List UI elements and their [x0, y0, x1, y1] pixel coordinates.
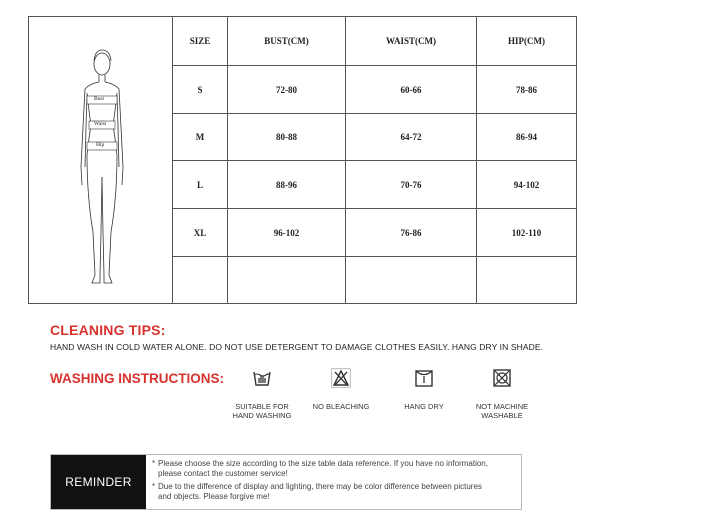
hip-cell: 102-110 — [511, 227, 542, 238]
table-row — [173, 161, 576, 209]
body-measurement-figure — [29, 17, 173, 303]
hip-cell: 94-102 — [513, 179, 540, 190]
bust-label: Bust — [94, 96, 105, 102]
hip-cell: 86-94 — [516, 132, 537, 142]
hand-wash-icon — [252, 368, 272, 388]
no-machine-wash-icon — [492, 368, 512, 388]
header-size: SIZE — [173, 17, 228, 65]
hip-label: Hip — [96, 142, 105, 148]
bust-cell: 72-80 — [228, 66, 346, 113]
cleaning-tips-text: HAND WASH IN COLD WATER ALONE. DO NOT USE DETERGENT TO DAMAGE CLOTHES EASILY. HANG DRY IN SHADE. — [50, 342, 544, 352]
size-cell: M — [173, 114, 228, 160]
hip-cell: 78-86 — [516, 84, 537, 95]
header-bust: BUST(CM) — [228, 17, 346, 65]
size-cell: L — [173, 161, 228, 208]
care-label-no-machine-wash: NOT MACHINE WASHABLE — [475, 402, 529, 420]
reminder-box — [50, 454, 522, 510]
reminder-note — [152, 459, 521, 478]
table-row — [173, 209, 576, 257]
reminder-label: REMINDER — [51, 455, 146, 509]
note-line: and objects. Please forgive me! — [158, 491, 270, 501]
size-grid — [173, 17, 576, 303]
cleaning-tips-title: CLEANING TIPS: — [50, 322, 166, 338]
no-bleach-icon — [331, 368, 351, 388]
size-cell — [173, 257, 228, 303]
body-figure-illustration — [29, 17, 173, 303]
note-line: please contact the customer service! — [158, 468, 288, 478]
care-label-no-bleach: NO BLEACHING — [312, 402, 370, 411]
bust-cell: 80-88 — [228, 114, 346, 160]
washing-instructions-title: WASHING INSTRUCTIONS: — [50, 371, 224, 386]
care-item-hang-dry — [384, 368, 464, 411]
table-row — [173, 257, 576, 303]
size-chart-table — [28, 16, 577, 304]
care-label-hang-dry: HANG DRY — [404, 402, 444, 411]
note-bullet: * — [152, 482, 156, 491]
header-waist: WAIST(CM) — [346, 17, 477, 65]
bust-cell: 96-102 — [228, 209, 346, 256]
size-cell: S — [173, 66, 228, 113]
bust-cell: 88-96 — [228, 161, 346, 208]
waist-cell: 76-86 — [346, 209, 477, 256]
care-item-no-machine-wash — [462, 368, 542, 420]
care-label-hand-wash: SUITABLE FOR HAND WASHING — [232, 402, 292, 420]
waist-cell — [346, 257, 477, 303]
reminder-notes — [146, 455, 521, 509]
waist-cell: 60-66 — [346, 66, 477, 113]
size-cell: XL — [173, 209, 228, 256]
note-bullet: * — [152, 459, 156, 468]
hang-dry-icon — [414, 368, 434, 388]
waist-cell: 70-76 — [346, 161, 477, 208]
header-hip: HIP(CM) — [508, 36, 545, 46]
table-header-row — [173, 17, 576, 66]
waist-label: Waist — [94, 121, 107, 127]
waist-cell: 64-72 — [346, 114, 477, 160]
bust-cell — [228, 257, 346, 303]
care-item-hand-wash — [222, 368, 302, 420]
care-item-no-bleach — [301, 368, 381, 411]
hip-cell — [477, 257, 576, 303]
reminder-note — [152, 482, 521, 501]
note-line: Please choose the size according to the size table data reference. If you have no information, — [158, 459, 488, 468]
note-line: Due to the difference of display and lighting, there may be color difference between pictures — [158, 482, 482, 491]
table-row — [173, 114, 576, 161]
table-row — [173, 66, 576, 114]
